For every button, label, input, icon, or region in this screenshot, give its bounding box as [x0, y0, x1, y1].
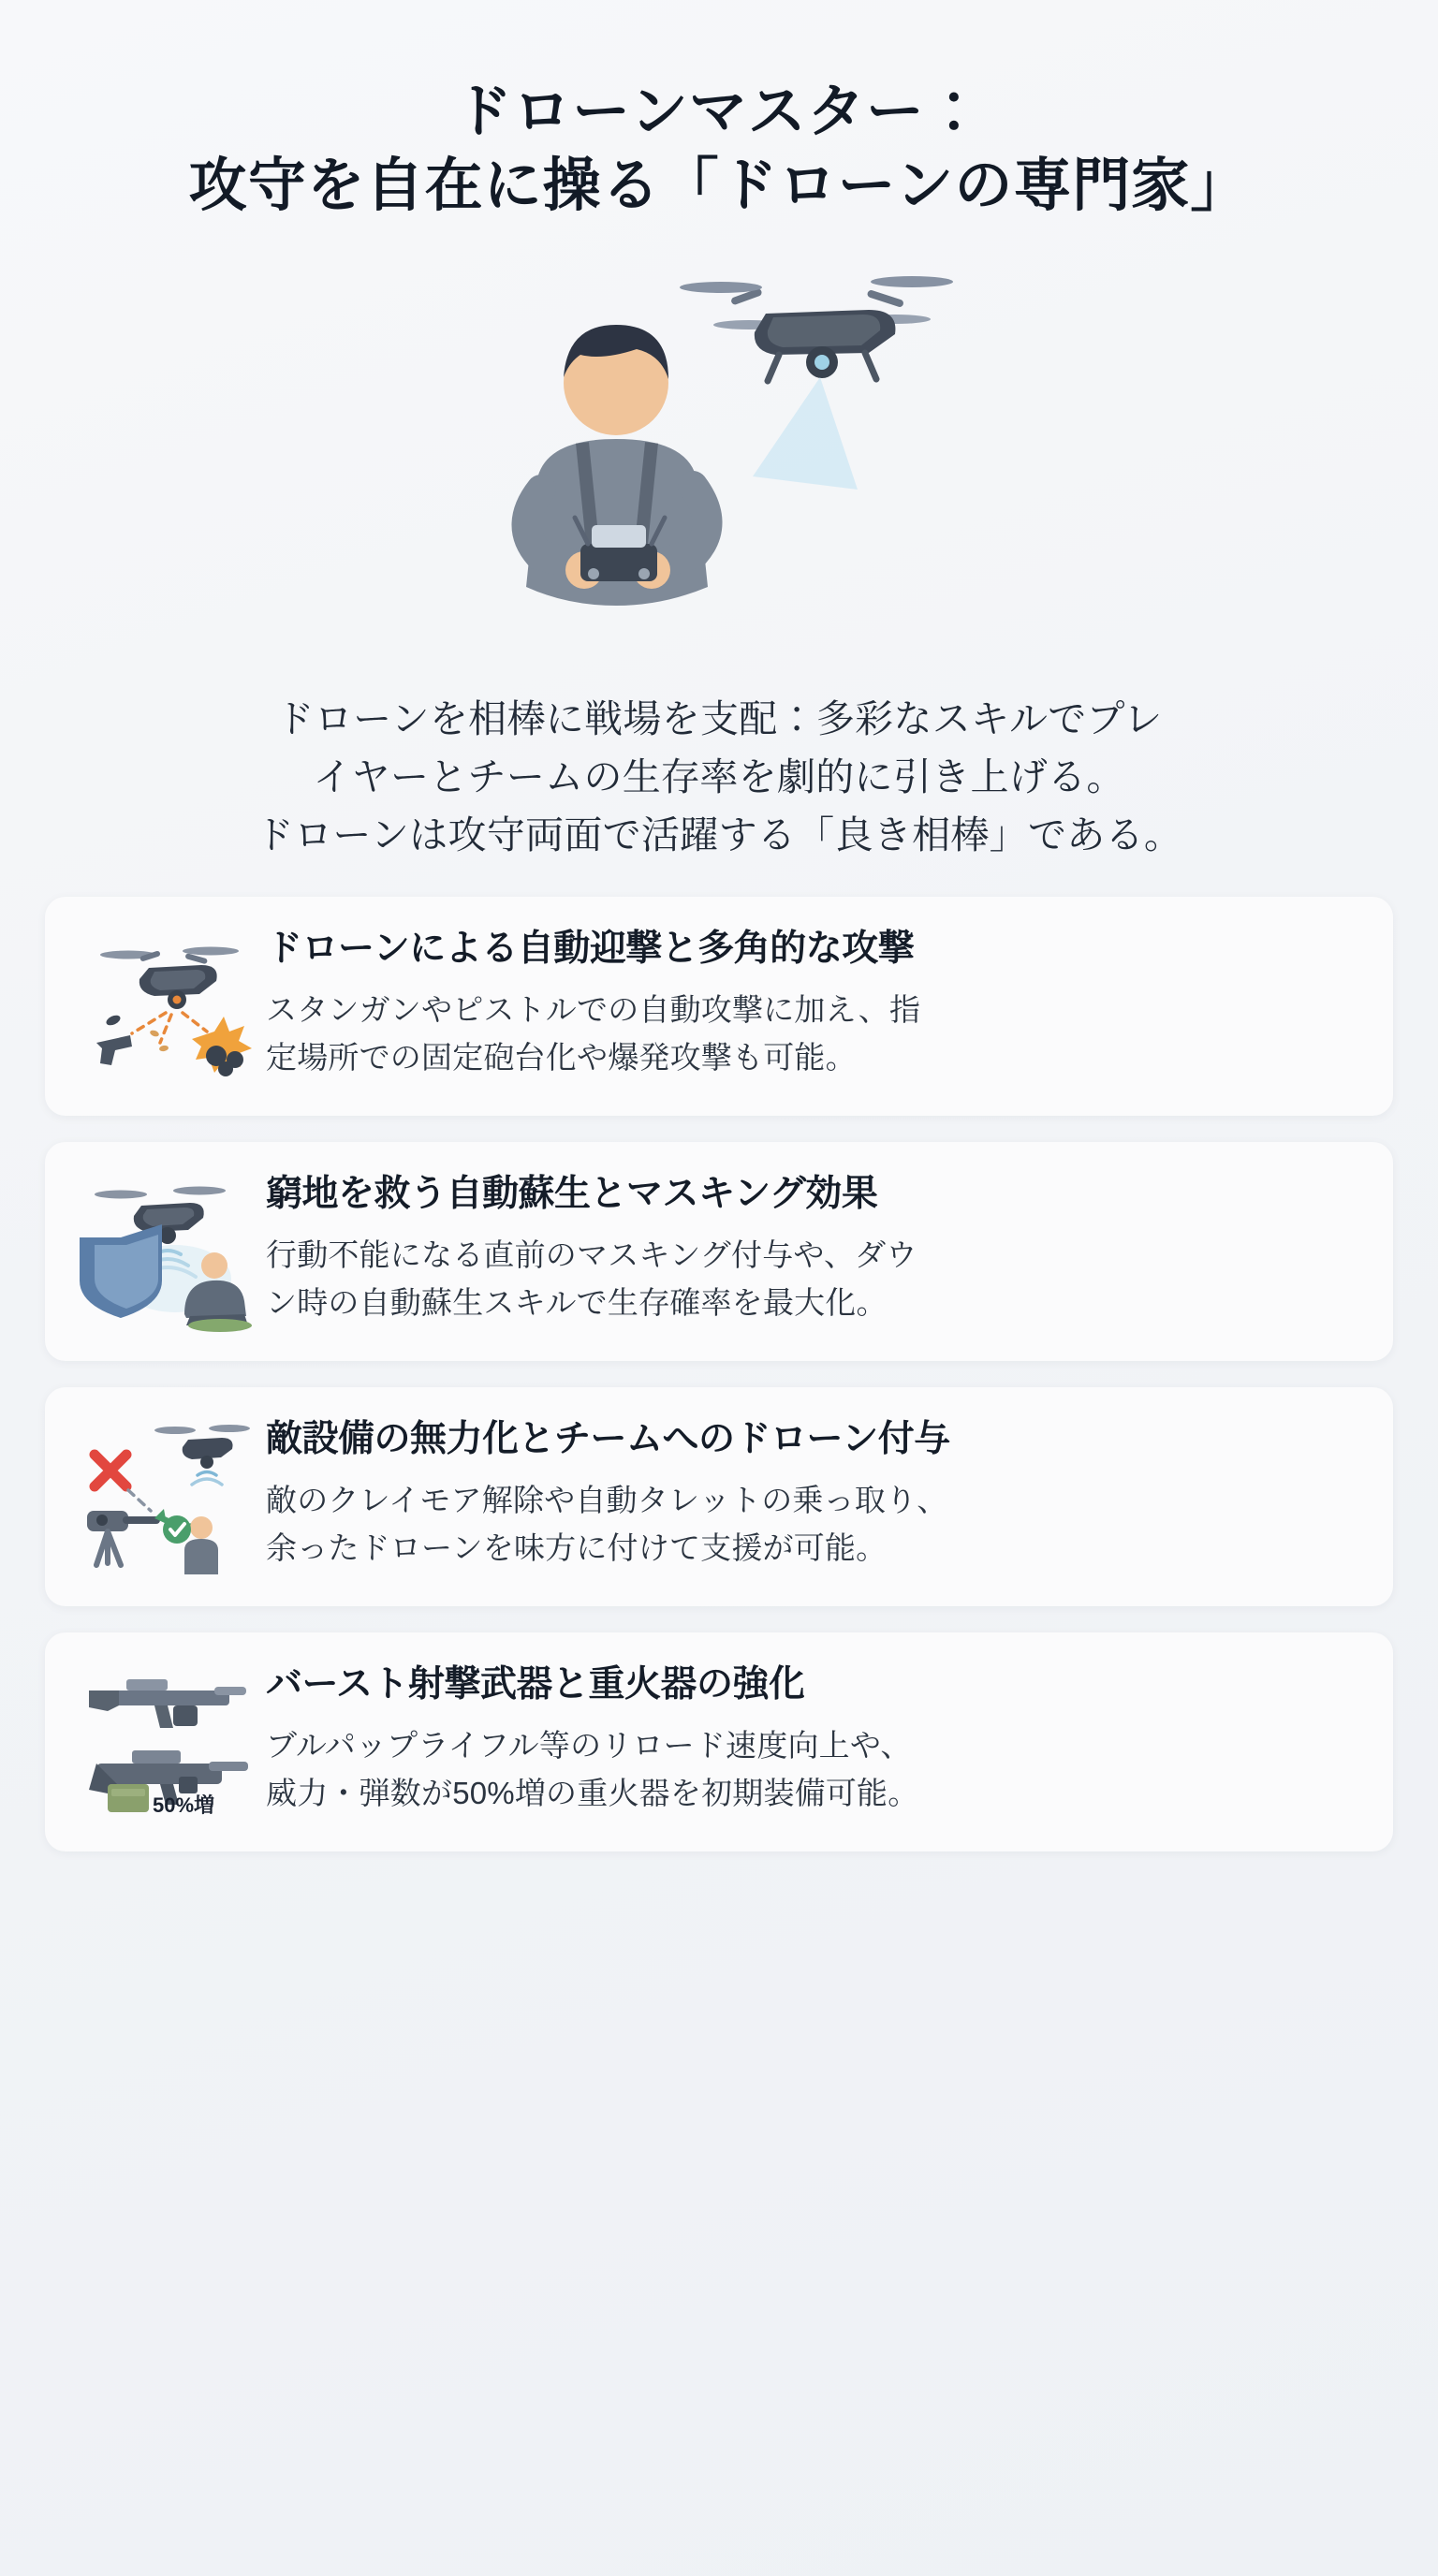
- title-line-2: 攻守を自在に操る「ドローンの専門家」: [188, 154, 1250, 219]
- feature-card-title: 窮地を救う自動蘇生とマスキング効果: [266, 1173, 878, 1214]
- feature-card-title: 敵設備の無力化とチームへのドローン付与: [266, 1418, 950, 1459]
- feature-card-text-line-2: 威力・弾数が50%増の重火器を初期装備可能。: [266, 1775, 919, 1810]
- feature-card-body: [266, 1166, 1361, 1326]
- page-title: [45, 75, 1393, 224]
- drone-attack-icon: [69, 921, 266, 1090]
- feature-card-text-line-2: ン時の自動蘇生スキルで生存確率を最大化。: [266, 1284, 888, 1320]
- feature-card-title: ドローンによる自動迎撃と多角的な攻撃: [266, 928, 915, 969]
- feature-card-text-line-2: 定場所での固定砲台化や爆発攻撃も可能。: [266, 1039, 857, 1075]
- feature-card-body: [266, 1412, 1361, 1572]
- title-line-1: ドローンマスター：: [454, 80, 984, 144]
- badge-50-percent: 50%増: [153, 1793, 215, 1817]
- feature-card: [45, 1142, 1393, 1361]
- drone-operator-illustration: [382, 244, 1056, 675]
- feature-card-text-line-1: 行動不能になる直前のマスキング付与や、ダウ: [266, 1237, 917, 1273]
- feature-card-text-line-2: 余ったドローンを味方に付けて支援が可能。: [266, 1530, 888, 1565]
- feature-card-text: [266, 1722, 1361, 1816]
- feature-card-text: [266, 1477, 1361, 1571]
- lead-line-2: イヤーとチームの生存率を劇的に引き上げる。: [313, 755, 1125, 799]
- feature-card-body: [266, 1657, 1361, 1817]
- feature-card-list: [45, 897, 1393, 1852]
- lead-paragraph: [45, 690, 1393, 865]
- feature-card: [45, 1632, 1393, 1852]
- feature-card: [45, 1387, 1393, 1606]
- feature-card-text: [266, 1232, 1361, 1325]
- hero-illustration: [45, 244, 1393, 684]
- feature-card: [45, 897, 1393, 1116]
- turret-disable-drone-share-icon: [69, 1412, 266, 1580]
- feature-card-title: バースト射撃武器と重火器の強化: [266, 1663, 805, 1705]
- feature-card-body: [266, 921, 1361, 1081]
- feature-card-text-line-1: ブルパップライフル等のリロード速度向上や、: [266, 1728, 912, 1764]
- feature-card-text-line-1: スタンガンやピストルでの自動攻撃に加え、指: [266, 992, 921, 1028]
- lead-line-3: ドローンは攻守両面で活躍する「良き相棒」である。: [255, 813, 1183, 857]
- lead-line-1: ドローンを相棒に戦場を支配：多彩なスキルでプレ: [275, 696, 1163, 740]
- feature-card-text-line-1: 敵のクレイモア解除や自動タレットの乗っ取り、: [266, 1483, 948, 1518]
- drone-revive-shield-icon: [69, 1166, 266, 1335]
- feature-card-text: [266, 987, 1361, 1080]
- rifle-machinegun-icon: [69, 1657, 266, 1825]
